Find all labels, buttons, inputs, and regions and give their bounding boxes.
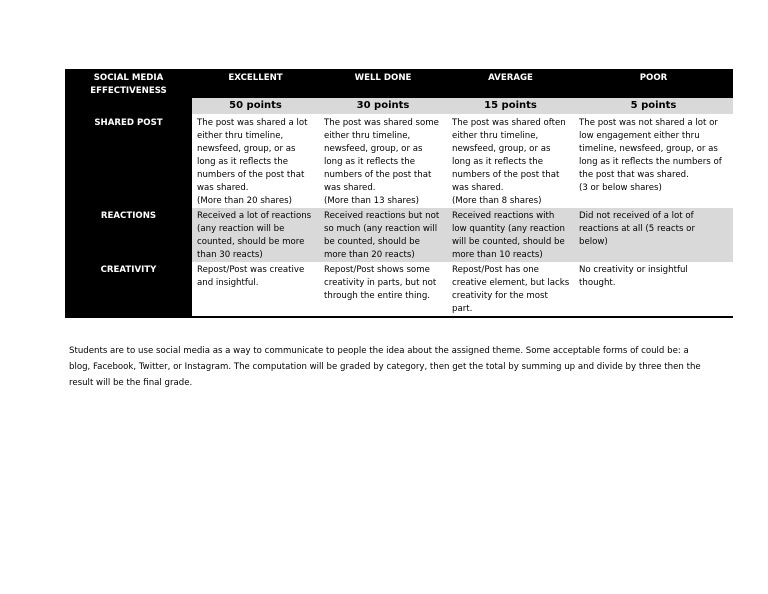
row-label-reactions: REACTIONS bbox=[100, 211, 157, 221]
header-excellent: EXCELLENT bbox=[228, 73, 283, 83]
reactions-well-done: Received reactions but not so much (any reaction will be counted, should be more than 20 reacts) bbox=[324, 211, 440, 260]
reactions-excellent: Received a lot of reactions (any reaction will be counted, should be more than 30 reacts) bbox=[197, 211, 312, 260]
creativity-poor: No creativity or insightful thought. bbox=[579, 265, 688, 288]
creativity-excellent: Repost/Post was creative and insightful. bbox=[197, 265, 305, 288]
label-column bbox=[65, 69, 192, 318]
header-poor: POOR bbox=[639, 73, 668, 83]
row-label-creativity: CREATIVITY bbox=[100, 265, 157, 275]
creativity-average: Repost/Post has one creative element, but lacks creativity for the most part. bbox=[452, 265, 570, 314]
table-bottom-rule bbox=[192, 316, 733, 318]
points-poor: 5 points bbox=[630, 100, 677, 111]
header-average: AVERAGE bbox=[488, 73, 533, 83]
shared-post-well-done: The post was shared some either thru timeline, newsfeed, group, or as long as it reflects the numbers of the post that was shared. (More than 13 shares) bbox=[324, 118, 439, 206]
instructions-paragraph: Students are to use social media as a way to communicate to people the idea about the assigned theme. Some acceptable forms of could be: a blog, Facebook, Twitter, or Instagram. The computation will be graded by category, then get the total by summing up and divide by three then the result will be the final grade. bbox=[69, 346, 701, 388]
shared-post-poor: The post was not shared a lot or low engagement either thru timeline, newsfeed, group, or as long as it reflects the numbers of the post that was shared. (3 or below shares) bbox=[579, 118, 722, 193]
points-average: 15 points bbox=[484, 100, 537, 111]
points-excellent: 50 points bbox=[229, 100, 282, 111]
row-label-shared-post: SHARED POST bbox=[94, 118, 163, 128]
rubric-table bbox=[65, 69, 733, 318]
shared-post-excellent: The post was shared a lot either thru timeline, newsfeed, group, or as long as it reflects the numbers of the post that was shared. (More than 20 shares) bbox=[197, 118, 308, 206]
reactions-poor: Did not received of a lot of reactions at all (5 reacts or below) bbox=[579, 211, 695, 247]
header-well-done: WELL DONE bbox=[354, 73, 412, 83]
category-header: SOCIAL MEDIA EFFECTIVENESS bbox=[90, 73, 167, 96]
reactions-average: Received reactions with low quantity (any reaction will be counted, should be more than 10 reacts) bbox=[452, 211, 565, 260]
shared-post-average: The post was shared often either thru timeline, newsfeed, group, or as long as it reflects the numbers of the post that was shared. (More than 8 shares) bbox=[452, 118, 566, 206]
points-well-done: 30 points bbox=[356, 100, 410, 111]
creativity-well-done: Repost/Post shows some creativity in parts, but not through the entire thing. bbox=[324, 265, 437, 301]
